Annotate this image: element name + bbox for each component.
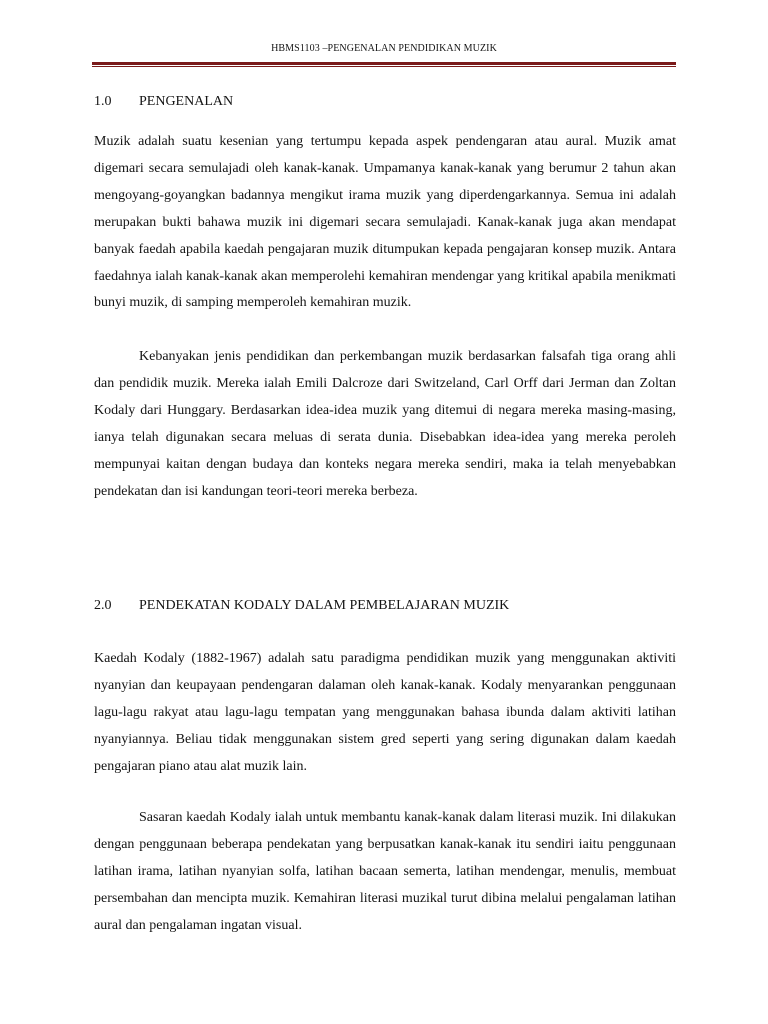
paragraph: Muzik adalah suatu kesenian yang tertumpu kepada aspek pendengaran atau aural. Muzik amat digemari secara semulajadi oleh kanak-kanak. Umpamanya kanak-kanak yang berumur 2 tahun akan mengoyang-goyangkan badannya mengikut irama muzik yang diperdengarkannya. Semua ini adalah merupakan bukti bahawa muzik ini digemari secara semulajadi. Kanak-kanak juga akan mendapat banyak faedah apabila kaedah pengajaran muzik ditumpukan kepada pengajaran konsep muzik. Antara faedahnya ialah kanak-kanak akan memperolehi kemahiran mendengar yang kritikal apabila menikmati bunyi muzik, di samping memperoleh kemahiran muzik. bbox=[94, 134, 676, 311]
section-heading-2 bbox=[94, 598, 509, 614]
paragraph: Kaedah Kodaly (1882-1967) adalah satu paradigma pendidikan muzik yang menggunakan aktiviti nyanyian dan keupayaan pendengaran dalaman oleh kanak-kanak. Kodaly menyarankan penggunaan lagu-lagu rakyat atau lagu-lagu tempatan yang menggunakan bahasa ibunda dalam aktiviti latihan nyanyiannya. Beliau tidak menggunakan sistem gred seperti yang sering digunakan dalam kaedah pengajaran piano atau alat muzik lain. bbox=[94, 651, 676, 774]
paragraph: Sasaran kaedah Kodaly ialah untuk membantu kanak-kanak dalam literasi muzik. Ini dilakukan dengan penggunaan beberapa pendekatan yang berpusatkan kanak-kanak itu sendiri iaitu penggunaan latihan irama, latihan nyanyian solfa, latihan bacaan semerta, latihan mendengar, menulis, membuat persembahan dan mencipta muzik. Kemahiran literasi muzikal turut dibina melalui pengalaman latihan aural dan pengalaman ingatan visual. bbox=[94, 810, 676, 933]
header-rule bbox=[92, 62, 676, 67]
section-number: 1.0 bbox=[94, 94, 112, 109]
paragraph: Kebanyakan jenis pendidikan dan perkembangan muzik berdasarkan falsafah tiga orang ahli dan pendidik muzik. Mereka ialah Emili Dalcroze dari Switzeland, Carl Orff dari Jerman dan Zoltan Kodaly dari Hunggary. Berdasarkan idea-idea muzik yang ditemui di negara mereka masing-masing, ianya telah digunakan secara meluas di serata dunia. Disebabkan idea-idea yang mereka peroleh mempunyai kaitan dengan budaya dan konteks negara mereka sendiri, maka ia telah menyebabkan pendekatan dan isi kandungan teori-teori mereka berbeza. bbox=[94, 349, 676, 499]
section-title: PENDEKATAN KODALY DALAM PEMBELAJARAN MUZIK bbox=[139, 598, 510, 613]
running-header: HBMS1103 –PENGENALAN PENDIDIKAN MUZIK bbox=[271, 43, 497, 54]
section-number: 2.0 bbox=[94, 598, 112, 613]
section-title: PENGENALAN bbox=[139, 94, 234, 109]
section-heading-1 bbox=[94, 94, 233, 110]
